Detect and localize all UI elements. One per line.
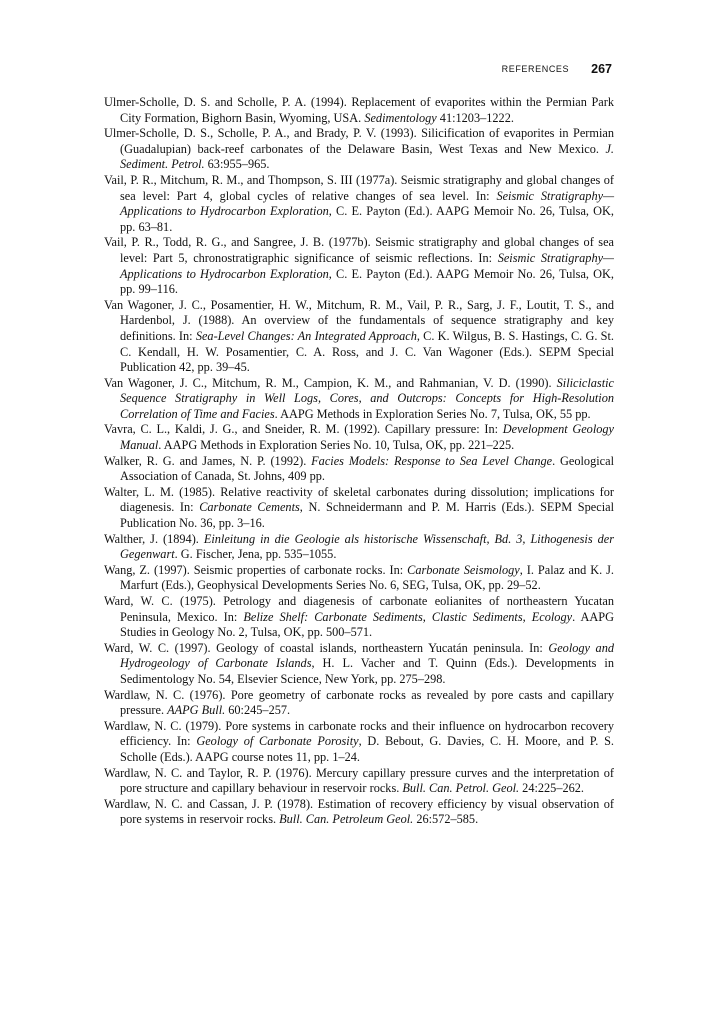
reference-title: Geology and Hydrogeology of Carbonate Islands <box>120 640 614 671</box>
reference-text: Wardlaw, N. C. and Cassan, J. P. (1978). Estimation of recovery efficiency by visual observation of pore systems in reservoir rocks. <box>104 796 614 827</box>
reference-text: Ward, W. C. (1975). Petrology and diagenesis of carbonate eolianites of northeastern Yucatan Peninsula, Mexico. In: <box>104 594 614 624</box>
reference-tail: , D. Bebout, G. Davies, C. H. Moore, and P. S. Scholle (Eds.). AAPG course notes 11, pp. 1–24. <box>120 734 614 764</box>
reference-title: Seismic Stratigraphy—Applications to Hydrocarbon Exploration <box>120 250 614 281</box>
reference-tail: . AAPG Methods in Exploration Series No. 10, Tulsa, OK, pp. 221–225. <box>158 438 515 453</box>
reference-title: Siliciclastic Sequence Stratigraphy in Well Logs, Cores, and Outcrops: Concepts for High-Resolution Correlation of Time and Facies <box>120 375 614 421</box>
reference-title: Bull. Can. Petrol. Geol. <box>402 781 520 796</box>
reference-tail: , I. Palaz and K. J. Marfurt (Eds.), Geophysical Developments Series No. 6, SEG, Tulsa, OK, pp. 29–52. <box>120 562 615 593</box>
reference-entry <box>104 532 614 563</box>
reference-entry <box>104 298 614 376</box>
reference-tail: , C. K. Wilgus, B. S. Hastings, C. G. St. C. Kendall, H. W. Posamentier, C. A. Ross, and J. C. Van Wagoner (Eds.). SEPM Special Publication 42, pp. 39–45. <box>120 328 615 375</box>
running-title: REFERENCES <box>501 63 570 74</box>
reference-tail: 63:955–965. <box>204 157 270 172</box>
reference-tail: . G. Fischer, Jena, pp. 535–1055. <box>174 547 337 562</box>
reference-entry <box>104 376 614 423</box>
reference-entry <box>104 95 614 126</box>
reference-title: Facies Models: Response to Sea Level Change <box>311 453 553 468</box>
reference-text: Walker, R. G. and James, N. P. (1992). <box>104 453 312 468</box>
reference-text: Vail, P. R., Mitchum, R. M., and Thompson, S. III (1977a). Seismic stratigraphy and global changes of sea level: Part 4, global cycles of relative changes of sea level. In: <box>104 172 614 203</box>
reference-tail: 60:245–257. <box>225 703 291 718</box>
reference-tail: . Geological Association of Canada, St. Johns, 409 pp. <box>120 453 614 484</box>
reference-entry <box>104 563 614 594</box>
reference-tail: 26:572–585. <box>413 812 479 827</box>
reference-title: Geology of Carbonate Porosity <box>196 734 359 749</box>
reference-entry <box>104 797 614 828</box>
reference-title: Sea-Level Changes: An Integrated Approach <box>195 328 417 343</box>
reference-entry <box>104 173 614 235</box>
reference-tail: 41:1203–1222. <box>436 110 514 125</box>
reference-tail: , C. E. Payton (Ed.). AAPG Memoir No. 26, Tulsa, OK, pp. 63–81. <box>120 204 614 234</box>
reference-title: Development Geology Manual <box>120 422 615 453</box>
reference-text: Ulmer-Scholle, D. S., Scholle, P. A., and Brady, P. V. (1993). Silicification of evaporites in Permian (Guadalupian) back-reef carbonates of the Delaware Basin, West Texas and New Mexico. <box>104 126 614 156</box>
reference-list <box>104 95 614 828</box>
running-head <box>104 60 612 78</box>
reference-title: AAPG Bull. <box>167 703 226 718</box>
reference-title: Sedimentology <box>364 110 437 125</box>
reference-tail: . AAPG Studies in Geology No. 2, Tulsa, OK, pp. 500–571. <box>120 609 614 640</box>
reference-text: Ward, W. C. (1997). Geology of coastal islands, northeastern Yucatán peninsula. In: <box>104 640 549 655</box>
reference-text: Wardlaw, N. C. (1979). Pore systems in carbonate rocks and their influence on hydrocarbon recovery efficiency. In: <box>104 718 614 749</box>
reference-text: Vail, P. R., Todd, R. G., and Sangree, J. B. (1977b). Seismic stratigraphy and global changes of sea level: Part 5, chronostratigraphic significance of seismic reflections. In: <box>104 235 614 265</box>
reference-entry <box>104 688 614 719</box>
reference-text: Walther, J. (1894). <box>104 531 204 546</box>
reference-text: Wardlaw, N. C. (1976). Pore geometry of carbonate rocks as revealed by pore casts and capillary pressure. <box>104 687 614 718</box>
reference-entry <box>104 126 614 173</box>
reference-tail: . AAPG Methods in Exploration Series No. 7, Tulsa, OK, 55 pp. <box>274 406 591 421</box>
reference-text: Walter, L. M. (1985). Relative reactivity of skeletal carbonates during dissolution; implications for diagenesis. In: <box>104 484 614 515</box>
reference-tail: 24:225–262. <box>519 781 584 796</box>
reference-text: Ulmer-Scholle, D. S. and Scholle, P. A. (1994). Replacement of evaporites within the Permian Park City Formation, Bighorn Basin, Wyoming, USA. <box>104 95 614 125</box>
reference-tail: , C. E. Payton (Ed.). AAPG Memoir No. 26, Tulsa, OK, pp. 99–116. <box>120 266 614 297</box>
reference-text: Wang, Z. (1997). Seismic properties of carbonate rocks. In: <box>104 562 408 577</box>
reference-title: J. Sediment. Petrol. <box>120 141 614 172</box>
reference-title: Einleitung in die Geologie als historische Wissenschaft, Bd. 3, Lithogenesis der Gegenwart <box>120 531 614 562</box>
reference-entry <box>104 594 614 641</box>
reference-entry <box>104 485 614 532</box>
reference-title: Carbonate Seismology <box>407 562 520 577</box>
reference-entry <box>104 719 614 766</box>
reference-tail: , N. Schneidermann and P. M. Harris (Eds.). SEPM Special Publication No. 36, pp. 3–16. <box>120 500 614 531</box>
reference-text: Wardlaw, N. C. and Taylor, R. P. (1976). Mercury capillary pressure curves and the interpretation of pore structure and capillary behaviour in reservoir rocks. <box>104 765 614 796</box>
reference-entry <box>104 766 614 797</box>
reference-tail: , H. L. Vacher and T. Quinn (Eds.). Developments in Sedimentology No. 54, Elsevier Science, New York, pp. 275–298. <box>120 656 614 686</box>
reference-title: Carbonate Cements <box>199 500 300 515</box>
reference-entry <box>104 454 614 485</box>
reference-text: Vavra, C. L., Kaldi, J. G., and Sneider, R. M. (1992). Capillary pressure: In: <box>104 422 503 437</box>
reference-text: Van Wagoner, J. C., Posamentier, H. W., Mitchum, R. M., Vail, P. R., Sarg, J. F., Loutit, T. S., and Hardenbol, J. (1988). An overview of the fundamentals of sequence stratigraphy and key definitions. In: <box>104 297 614 343</box>
reference-text: Van Wagoner, J. C., Mitchum, R. M., Campion, K. M., and Rahmanian, V. D. (1990). <box>104 375 557 390</box>
reference-entry <box>104 641 614 688</box>
reference-title: Bull. Can. Petroleum Geol. <box>279 812 414 827</box>
reference-title: Belize Shelf: Carbonate Sediments, Clastic Sediments, Ecology <box>243 609 573 624</box>
reference-entry <box>104 422 614 453</box>
reference-title: Seismic Stratigraphy—Applications to Hydrocarbon Exploration <box>120 188 614 219</box>
reference-entry <box>104 235 614 297</box>
page-number: 267 <box>591 61 612 76</box>
